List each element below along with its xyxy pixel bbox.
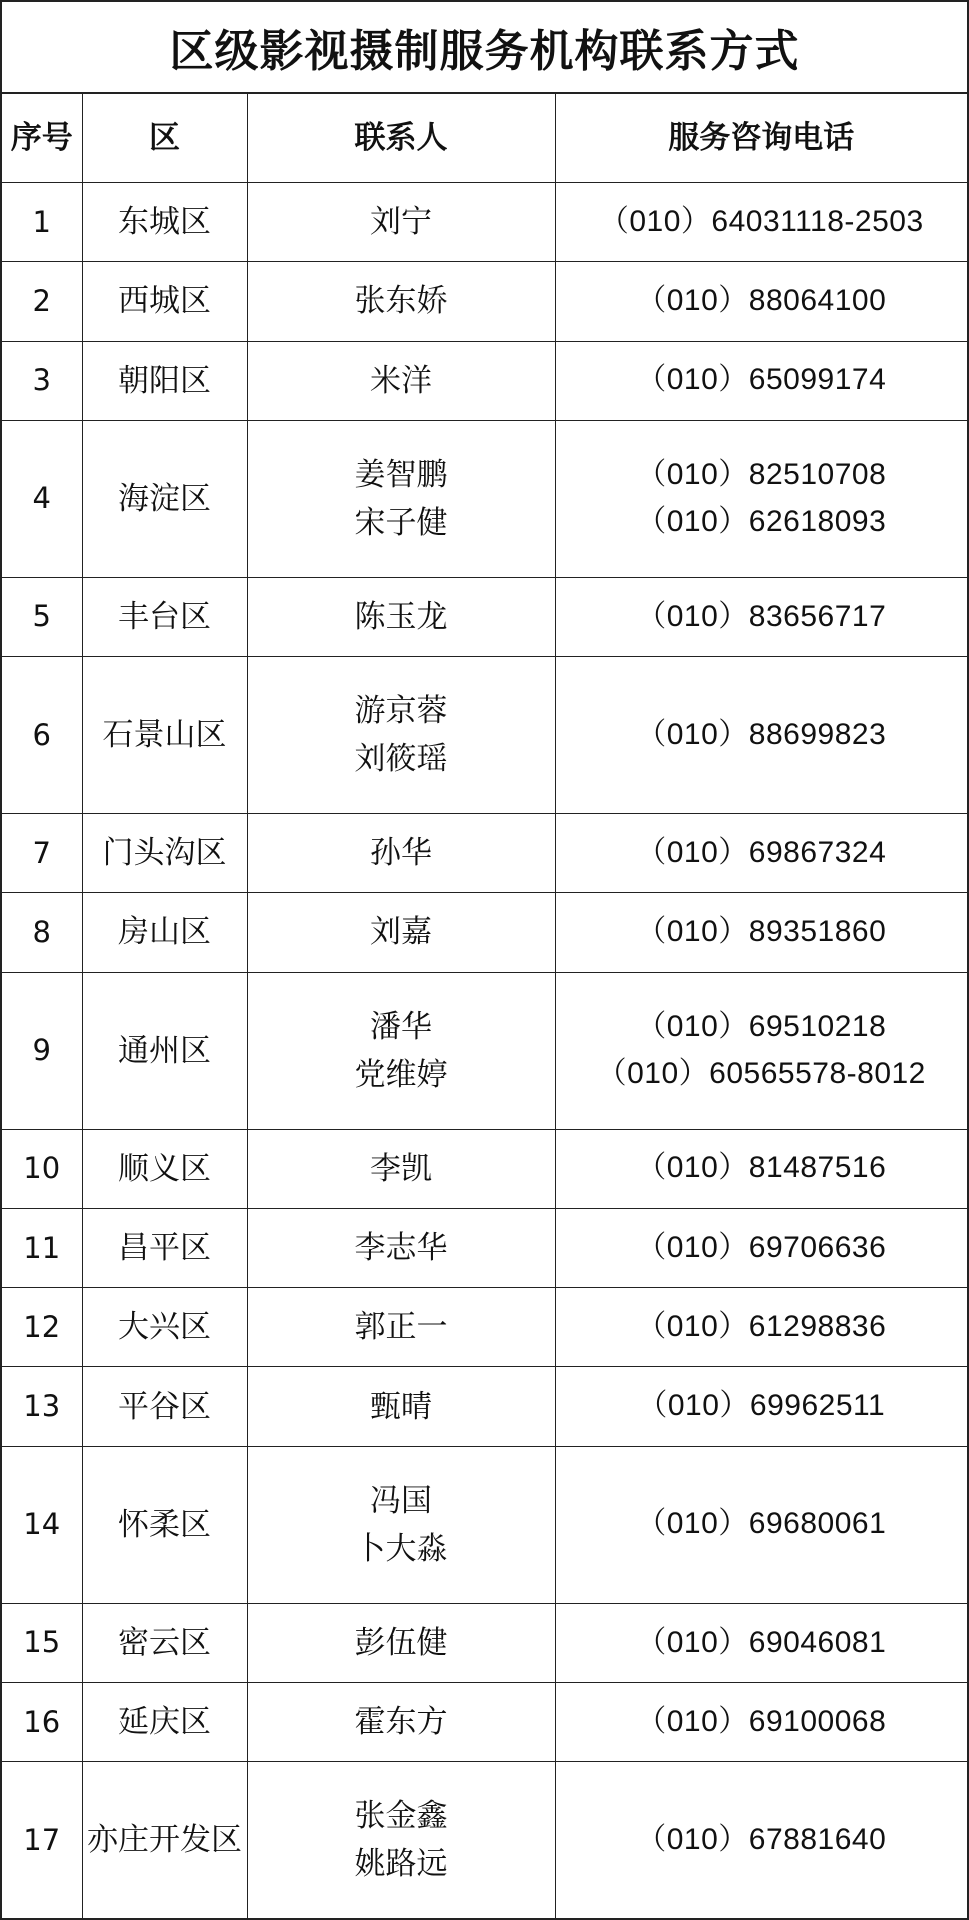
phone-number: （010）64031118-2503 [598,204,924,238]
contact-name: 党维婷 [354,1056,448,1093]
contact-name: 霍东方 [354,1704,448,1741]
row-index: 9 [2,972,82,1129]
row-contacts [247,814,555,893]
table-row [2,1208,967,1287]
header-district: 区 [82,94,247,183]
phone-number: （010）67881640 [636,1822,887,1856]
row-district: 房山区 [82,893,247,972]
header-row [2,94,967,183]
row-phones [555,1367,967,1446]
row-contacts [247,893,555,972]
row-contacts [247,1288,555,1367]
row-contacts [247,972,555,1129]
phone-number: （010）69706636 [636,1230,887,1264]
row-district: 顺义区 [82,1129,247,1208]
table-row [2,262,967,341]
table-row [2,1762,967,1918]
row-phones [555,1129,967,1208]
row-phones [555,420,967,577]
phone-number: （010）69510218 [636,1010,887,1044]
row-index: 8 [2,893,82,972]
row-index: 3 [2,341,82,420]
row-contacts [247,1762,555,1918]
row-district: 亦庄开发区 [82,1762,247,1918]
header-index: 序号 [2,94,82,183]
table-body [2,183,967,1919]
contact-name: 潘华 [370,1008,432,1045]
row-contacts [247,262,555,341]
row-index: 14 [2,1446,82,1603]
row-phones [555,657,967,814]
row-phones [555,1762,967,1918]
row-phones [555,1446,967,1603]
row-contacts [247,1682,555,1761]
phone-number: （010）69680061 [636,1507,887,1541]
table-row [2,893,967,972]
phone-number: （010）60565578-8012 [596,1056,926,1090]
phone-number: （010）61298836 [636,1310,887,1343]
row-index: 6 [2,657,82,814]
contact-name: 卜大淼 [354,1530,448,1567]
contact-name: 姚路远 [354,1846,448,1883]
row-district: 怀柔区 [82,1446,247,1603]
row-index: 11 [2,1208,82,1287]
row-district: 平谷区 [82,1367,247,1446]
row-index: 16 [2,1682,82,1761]
contact-name: 游京蓉 [354,693,448,729]
row-index: 1 [2,183,82,262]
contact-name: 李凯 [370,1150,432,1187]
row-district: 东城区 [82,183,247,262]
table-row [2,577,967,656]
row-phones [555,1208,967,1287]
contact-name: 李志华 [354,1229,448,1266]
row-index: 12 [2,1288,82,1367]
row-contacts [247,577,555,656]
table-row [2,1288,967,1367]
row-index: 2 [2,262,82,341]
table-row [2,657,967,814]
row-index: 10 [2,1129,82,1208]
phone-number: （010）89351860 [636,915,887,949]
phone-number: （010）88699823 [636,717,887,751]
row-contacts [247,1367,555,1446]
contact-name: 陈玉龙 [354,598,448,635]
row-phones [555,1682,967,1761]
row-phones [555,577,967,656]
row-contacts [247,420,555,577]
row-index: 5 [2,577,82,656]
contact-name: 米洋 [370,362,432,399]
table-row [2,1682,967,1761]
contact-name: 孙华 [370,835,432,872]
row-index: 13 [2,1367,82,1446]
contact-name: 刘宁 [370,204,432,241]
table-title: 区级影视摄制服务机构联系方式 [2,2,967,94]
phone-number: （010）88064100 [636,284,887,318]
row-phones [555,262,967,341]
row-phones [555,972,967,1129]
contact-name: 刘筱瑶 [354,741,448,778]
row-contacts [247,1129,555,1208]
row-contacts [247,657,555,814]
row-index: 4 [2,420,82,577]
phone-number: （010）83656717 [636,599,887,633]
table-row [2,183,967,262]
row-district: 西城区 [82,262,247,341]
row-district: 海淀区 [82,420,247,577]
row-district: 通州区 [82,972,247,1129]
contact-name: 彭伍健 [354,1624,448,1661]
header-phone: 服务咨询电话 [555,94,967,183]
row-phones [555,893,967,972]
row-district: 丰台区 [82,577,247,656]
phone-number: （010）69046081 [636,1625,887,1659]
phone-number: （010）69867324 [636,835,887,869]
phone-number: （010）62618093 [636,504,887,538]
contact-name: 张金鑫 [354,1798,448,1835]
row-district: 延庆区 [82,1682,247,1761]
contact-name: 宋子健 [354,504,448,541]
row-index: 15 [2,1603,82,1682]
row-phones [555,341,967,420]
contact-name: 冯国 [370,1482,432,1519]
contact-name: 甄晴 [370,1388,432,1425]
table-row [2,814,967,893]
contact-name: 姜智鹏 [354,456,448,493]
phone-number: （010）69962511 [637,1389,886,1423]
row-contacts [247,183,555,262]
header-contact: 联系人 [247,94,555,183]
table-row [2,420,967,577]
phone-number: （010）81487516 [636,1151,887,1185]
table-row [2,1129,967,1208]
row-district: 大兴区 [82,1288,247,1367]
contact-name: 郭正一 [354,1309,448,1346]
row-district: 昌平区 [82,1208,247,1287]
phone-number: （010）69100068 [636,1704,887,1738]
table-row [2,1603,967,1682]
table-row [2,1446,967,1603]
table-row [2,341,967,420]
row-district: 朝阳区 [82,341,247,420]
row-index: 17 [2,1762,82,1918]
row-phones [555,1288,967,1367]
contact-table [2,94,967,1918]
contact-name: 刘嘉 [370,914,432,951]
table-row [2,1367,967,1446]
row-contacts [247,1208,555,1287]
row-district: 门头沟区 [82,814,247,893]
row-phones [555,183,967,262]
row-district: 石景山区 [82,657,247,814]
row-phones [555,1603,967,1682]
phone-number: （010）82510708 [636,458,887,492]
phone-number: （010）65099174 [636,363,887,397]
row-contacts [247,341,555,420]
row-district: 密云区 [82,1603,247,1682]
row-contacts [247,1603,555,1682]
row-contacts [247,1446,555,1603]
row-phones [555,814,967,893]
contact-name: 张东娇 [354,283,448,320]
table-row [2,972,967,1129]
row-index: 7 [2,814,82,893]
